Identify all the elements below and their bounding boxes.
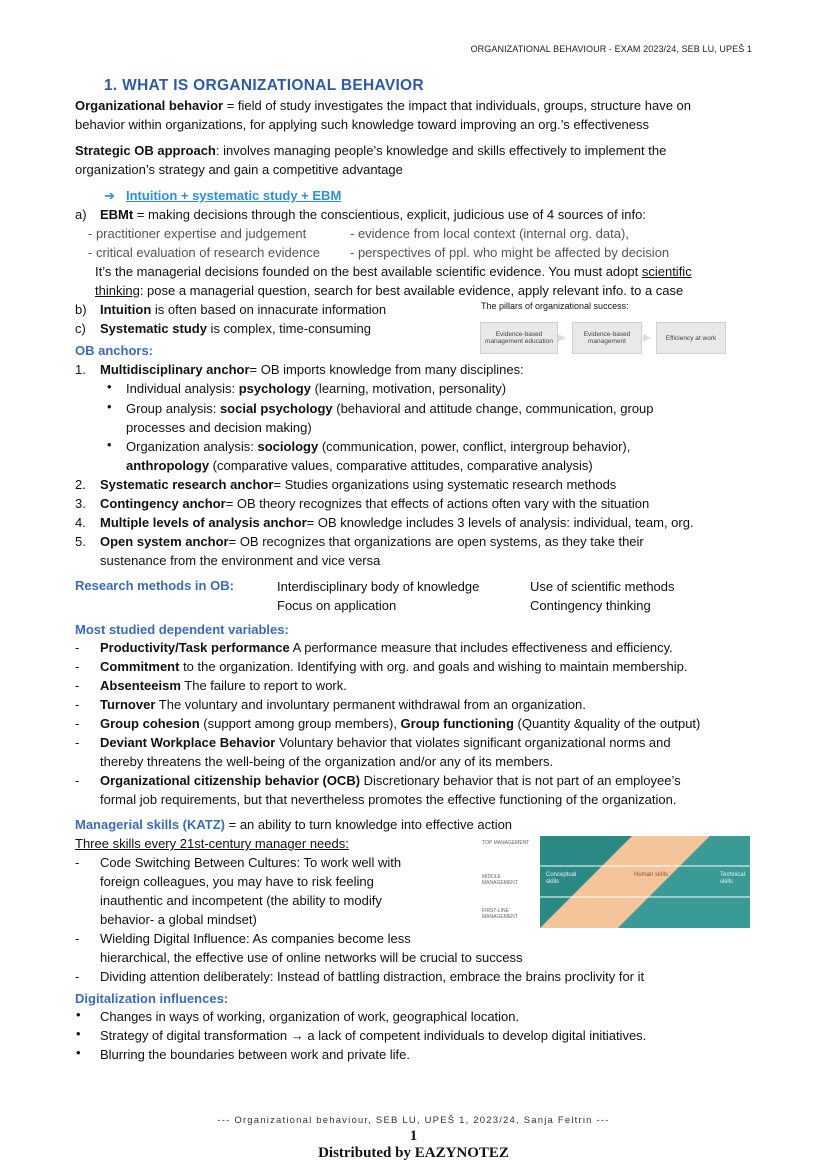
- human-skills-label: Human skills: [634, 872, 669, 878]
- research-heading: Research methods in OB:: [75, 578, 234, 593]
- dependent-6: Deviant Workplace Behavior Voluntary behavior that violates significant organizational norms and: [100, 735, 671, 750]
- ebm-source-1: - practitioner expertise and judgement: [88, 226, 307, 241]
- skill-1-line4: behavior- a global mindset): [100, 912, 257, 927]
- skill-2-line1: Wielding Digital Influence: As companies become less: [100, 931, 411, 946]
- bullet-icon: •: [107, 399, 112, 414]
- ebm-def: EBMt = making decisions through the conscientious, explicit, judicious use of 4 sources of info:: [100, 207, 646, 222]
- bullet-icon: •: [76, 1007, 81, 1022]
- anchor-3: Contingency anchor= OB theory recognizes that effects of actions often vary with the situation: [100, 496, 650, 511]
- ebm-marker: a): [75, 207, 87, 222]
- anchor-2-num: 2.: [75, 477, 86, 492]
- skill-1-line3: inauthentic and incompetent (the ability to modify: [100, 893, 382, 908]
- anchor-1-bullet-2-cont: processes and decision making): [126, 420, 312, 435]
- page-number: 1: [409, 1128, 418, 1144]
- dependent-5: Group cohesion (support among group members), Group functioning (Quantity &quality of the output): [100, 716, 701, 731]
- anchor-5-num: 5.: [75, 534, 86, 549]
- digital-1: Changes in ways of working, organization of work, geographical location.: [100, 1009, 520, 1024]
- ebm-heading: Intuition + systematic study + EBM: [126, 188, 342, 203]
- systematic-marker: c): [75, 321, 86, 336]
- pillars-caption: The pillars of organizational success:: [481, 301, 629, 311]
- pillar-box-3: Efficiency at work: [656, 322, 726, 354]
- arrow-icon: ➔: [104, 188, 115, 203]
- dependent-2: Commitment to the organization. Identifying with org. and goals and wishing to maintain membership.: [100, 659, 688, 674]
- anchor-5: Open system anchor= OB recognizes that organizations are open systems, as they take their: [100, 534, 644, 549]
- anchor-4-num: 4.: [75, 515, 86, 530]
- systematic-item: Systematic study is complex, time-consuming: [100, 321, 371, 336]
- research-item-2: Use of scientific methods: [530, 579, 675, 594]
- ebm-para-line2: thinking: pose a managerial question, search for best available evidence, apply relevant info. to a case: [95, 283, 684, 298]
- dependent-7-cont: formal job requirements, but that nevertheless promotes the effective functioning of the organization.: [100, 792, 677, 807]
- running-header: ORGANIZATIONAL BEHAVIOUR - EXAM 2023/24, SEB LU, UPEŠ 1: [470, 44, 752, 54]
- ob-definition-line1: Organizational behavior = field of study investigates the impact that individuals, groups, structure have on: [75, 98, 691, 113]
- bullet-icon: •: [76, 1026, 81, 1041]
- anchor-5-cont: sustenance from the environment and vice versa: [100, 553, 381, 568]
- digital-3: Blurring the boundaries between work and private life.: [100, 1047, 411, 1062]
- dependent-7: Organizational citizenship behavior (OCB) Discretionary behavior that is not part of an employee’s: [100, 773, 681, 788]
- dependent-1: Productivity/Task performance A performance measure that includes effectiveness and efficiency.: [100, 640, 673, 655]
- skill-3: Dividing attention deliberately: Instead of battling distraction, embrace the brains proclivity for it: [100, 969, 645, 984]
- research-item-4: Contingency thinking: [530, 598, 651, 613]
- level-top-label: TOP MANAGEMENT: [482, 840, 530, 846]
- dash-icon: -: [75, 678, 80, 693]
- bullet-icon: •: [107, 437, 112, 452]
- dash-icon: -: [75, 855, 80, 870]
- skill-2-line2: hierarchical, the effective use of online networks will be crucial to success: [100, 950, 523, 965]
- pillar-arrow-icon: [558, 334, 566, 342]
- anchor-1-bullet-3: Organization analysis: sociology (communication, power, conflict, intergroup behavior),: [126, 439, 631, 454]
- managerial-heading: Managerial skills (KATZ) = an ability to turn knowledge into effective action: [75, 817, 513, 832]
- dash-icon: -: [75, 969, 80, 984]
- ebm-source-3: - critical evaluation of research evidence: [88, 245, 320, 260]
- intuition-marker: b): [75, 302, 87, 317]
- dash-icon: -: [75, 640, 80, 655]
- anchor-1-bullet-3-cont: anthropology (comparative values, comparative attitudes, comparative analysis): [126, 458, 593, 473]
- ob-definition-line2: behavior within organizations, for applying such knowledge toward improving an org.’s effectiveness: [75, 117, 650, 132]
- section-title: 1. WHAT IS ORGANIZATIONAL BEHAVIOR: [104, 77, 424, 94]
- dependent-3: Absenteeism The failure to report to work.: [100, 678, 347, 693]
- dash-icon: -: [75, 659, 80, 674]
- managerial-sub: Three skills every 21st-century manager needs:: [75, 836, 349, 851]
- dependent-4: Turnover The voluntary and involuntary permanent withdrawal from an organization.: [100, 697, 586, 712]
- skill-1-line2: foreign colleagues, you may have to risk feeling: [100, 874, 374, 889]
- technical-skills-label: Technical skills: [720, 872, 746, 885]
- katz-skills-figure: [482, 836, 752, 928]
- strategic-line2: organization’s strategy and gain a competitive advantage: [75, 162, 403, 177]
- level-first-line-label: FIRST-LINE MANAGEMENT: [482, 908, 518, 920]
- dash-icon: -: [75, 931, 80, 946]
- digital-heading: Digitalization influences:: [75, 991, 229, 1006]
- dependent-heading: Most studied dependent variables:: [75, 622, 289, 637]
- strategic-line1: Strategic OB approach: involves managing people’s knowledge and skills effectively to implement the: [75, 143, 667, 158]
- ebm-source-2: - evidence from local context (internal org. data),: [350, 226, 629, 241]
- dash-icon: -: [75, 697, 80, 712]
- research-item-1: Interdisciplinary body of knowledge: [277, 579, 480, 594]
- pillar-box-2: Evidence-based management: [572, 322, 642, 354]
- bullet-icon: •: [107, 379, 112, 394]
- bullet-icon: •: [76, 1045, 81, 1060]
- page-footer: --- Organizational behaviour, SEB LU, UPEŠ 1, 2023/24, Sanja Feltrin ---: [217, 1115, 610, 1126]
- anchor-1: Multidisciplinary anchor= OB imports knowledge from many disciplines:: [100, 362, 524, 377]
- level-middle-label: MIDDLE MANAGEMENT: [482, 874, 518, 886]
- anchor-3-num: 3.: [75, 496, 86, 511]
- anchor-4: Multiple levels of analysis anchor= OB knowledge includes 3 levels of analysis: individual, team, org.: [100, 515, 694, 530]
- research-item-3: Focus on application: [277, 598, 397, 613]
- pillars-figure: [478, 318, 728, 356]
- anchors-heading: OB anchors:: [75, 343, 154, 358]
- distributed-by: Distributed by EAZYNOTEZ: [318, 1145, 509, 1161]
- dash-icon: -: [75, 716, 80, 731]
- pillar-arrow-icon: [643, 334, 651, 342]
- anchor-1-num: 1.: [75, 362, 86, 377]
- anchor-2: Systematic research anchor= Studies organizations using systematic research methods: [100, 477, 617, 492]
- conceptual-skills-label: Conceptual skills: [546, 872, 577, 885]
- dash-icon: -: [75, 773, 80, 788]
- anchor-1-bullet-1: Individual analysis: psychology (learning, motivation, personality): [126, 381, 507, 396]
- pillar-box-1: Evidence-based management education: [480, 322, 558, 354]
- skill-1-line1: Code Switching Between Cultures: To work well with: [100, 855, 402, 870]
- ebm-para-line1: It’s the managerial decisions founded on the best available scientific evidence. You must adopt scientific: [95, 264, 692, 279]
- dependent-6-cont: thereby threatens the well-being of the organization and/or any of its members.: [100, 754, 554, 769]
- ebm-source-4: - perspectives of ppl. who might be affected by decision: [350, 245, 670, 260]
- anchor-1-bullet-2: Group analysis: social psychology (behavioral and attitude change, communication, group: [126, 401, 654, 416]
- digital-2: Strategy of digital transformation → a lack of competent individuals to develop digital initiatives.: [100, 1028, 647, 1043]
- dash-icon: -: [75, 735, 80, 750]
- intuition-item: Intuition is often based on innacurate information: [100, 302, 387, 317]
